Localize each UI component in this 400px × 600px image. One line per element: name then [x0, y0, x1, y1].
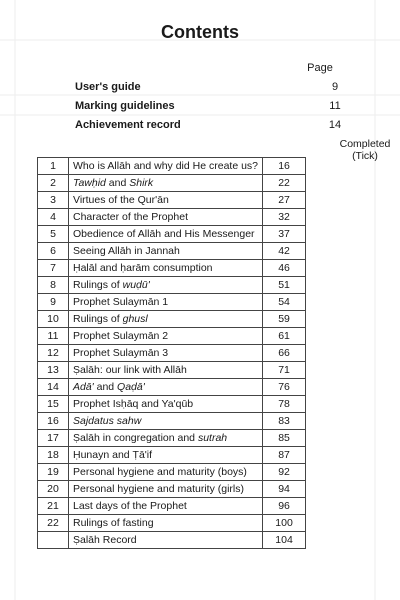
- table-row: [38, 345, 355, 362]
- table-row: [38, 294, 355, 311]
- lesson-title: Obedience of Allāh and His Messenger: [69, 226, 263, 243]
- lesson-number: 19: [38, 464, 69, 481]
- table-row: [38, 515, 355, 532]
- table-row: [38, 447, 355, 464]
- lesson-page: 71: [263, 362, 306, 379]
- completed-label: Completed: [339, 138, 391, 150]
- lesson-page: 22: [263, 175, 306, 192]
- lesson-title: Ḥalāl and ḥarām consumption: [69, 260, 263, 277]
- completed-tick-cell[interactable]: [306, 294, 355, 311]
- lesson-page: 76: [263, 379, 306, 396]
- table-row: [38, 481, 355, 498]
- lesson-page: 46: [263, 260, 306, 277]
- lesson-title: Ṣalāh: our link with Allāh: [69, 362, 263, 379]
- lesson-number: 17: [38, 430, 69, 447]
- lesson-title: Ṣalāh in congregation and sutrah: [69, 430, 263, 447]
- lessons-table: [37, 157, 354, 549]
- lesson-page: 96: [263, 498, 306, 515]
- lesson-title: Ḥunayn and Ṭā'if: [69, 447, 263, 464]
- front-matter-item: [75, 116, 355, 135]
- completed-tick-cell[interactable]: [306, 209, 355, 226]
- completed-tick-cell[interactable]: [306, 413, 355, 430]
- completed-tick-cell[interactable]: [306, 362, 355, 379]
- lesson-number: 1: [38, 158, 69, 175]
- lesson-title: Personal hygiene and maturity (boys): [69, 464, 263, 481]
- lesson-number: 6: [38, 243, 69, 260]
- lesson-title: Tawḥid and Shirk: [69, 175, 263, 192]
- lesson-number: [38, 532, 69, 549]
- lesson-number: 10: [38, 311, 69, 328]
- table-row: [38, 464, 355, 481]
- completed-tick-cell[interactable]: [306, 175, 355, 192]
- lesson-number: 21: [38, 498, 69, 515]
- table-row: [38, 175, 355, 192]
- table-row: [38, 311, 355, 328]
- completed-tick-cell[interactable]: [306, 498, 355, 515]
- lesson-page: 59: [263, 311, 306, 328]
- completed-tick-cell[interactable]: [306, 192, 355, 209]
- completed-tick-cell[interactable]: [306, 379, 355, 396]
- completed-tick-cell[interactable]: [306, 328, 355, 345]
- lesson-page: 85: [263, 430, 306, 447]
- lesson-title: Ṣalāh Record: [69, 532, 263, 549]
- lesson-title: Last days of the Prophet: [69, 498, 263, 515]
- lesson-number: 15: [38, 396, 69, 413]
- lesson-number: 3: [38, 192, 69, 209]
- lesson-title: Rulings of fasting: [69, 515, 263, 532]
- lesson-title: Rulings of wuḍū': [69, 277, 263, 294]
- completed-tick-cell[interactable]: [306, 481, 355, 498]
- completed-tick-cell[interactable]: [306, 243, 355, 260]
- front-matter-label: Marking guidelines: [75, 100, 175, 112]
- lesson-number: 8: [38, 277, 69, 294]
- lesson-title: Sajdatus sahw: [69, 413, 263, 430]
- tick-label: (Tick): [352, 150, 378, 162]
- lesson-title: Virtues of the Qur'ān: [69, 192, 263, 209]
- lesson-page: 42: [263, 243, 306, 260]
- table-row: [38, 243, 355, 260]
- lesson-number: 13: [38, 362, 69, 379]
- completed-tick-cell[interactable]: [306, 277, 355, 294]
- table-row: [38, 362, 355, 379]
- page-column-header: Page: [307, 62, 333, 74]
- table-row: [38, 192, 355, 209]
- front-matter-page: 14: [328, 119, 342, 131]
- front-matter-list: [75, 78, 355, 135]
- table-row: [38, 430, 355, 447]
- table-row: [38, 413, 355, 430]
- table-row: [38, 498, 355, 515]
- lesson-number: 4: [38, 209, 69, 226]
- table-row: [38, 260, 355, 277]
- lesson-title: Prophet Sulaymān 1: [69, 294, 263, 311]
- completed-tick-cell[interactable]: [306, 430, 355, 447]
- table-row: [38, 379, 355, 396]
- completed-tick-cell[interactable]: [306, 345, 355, 362]
- completed-tick-cell[interactable]: [306, 311, 355, 328]
- lesson-number: 9: [38, 294, 69, 311]
- lesson-page: 54: [263, 294, 306, 311]
- completed-tick-cell[interactable]: [306, 532, 355, 549]
- front-matter-label: Achievement record: [75, 119, 181, 131]
- lesson-page: 61: [263, 328, 306, 345]
- table-row: [38, 209, 355, 226]
- lesson-number: 11: [38, 328, 69, 345]
- front-matter-page: 9: [331, 81, 339, 93]
- table-row: [38, 277, 355, 294]
- lesson-page: 51: [263, 277, 306, 294]
- lesson-number: 18: [38, 447, 69, 464]
- lesson-page: 27: [263, 192, 306, 209]
- lesson-page: 100: [263, 515, 306, 532]
- table-row: [38, 532, 355, 549]
- lesson-page: 104: [263, 532, 306, 549]
- lesson-number: 16: [38, 413, 69, 430]
- completed-tick-cell[interactable]: [306, 515, 355, 532]
- lesson-page: 87: [263, 447, 306, 464]
- lesson-number: 7: [38, 260, 69, 277]
- completed-tick-cell[interactable]: [306, 158, 355, 175]
- lesson-number: 12: [38, 345, 69, 362]
- completed-tick-cell[interactable]: [306, 396, 355, 413]
- lesson-title: Personal hygiene and maturity (girls): [69, 481, 263, 498]
- lesson-title: Prophet Isḥāq and Ya'qūb: [69, 396, 263, 413]
- front-matter-label: User's guide: [75, 81, 141, 93]
- table-row: [38, 226, 355, 243]
- lesson-page: 94: [263, 481, 306, 498]
- table-row: [38, 396, 355, 413]
- completed-tick-cell[interactable]: [306, 447, 355, 464]
- front-matter-item: [75, 97, 355, 116]
- lesson-number: 22: [38, 515, 69, 532]
- lesson-title: Seeing Allāh in Jannah: [69, 243, 263, 260]
- completed-tick-cell[interactable]: [306, 226, 355, 243]
- lesson-page: 78: [263, 396, 306, 413]
- lesson-page: 66: [263, 345, 306, 362]
- lesson-number: 14: [38, 379, 69, 396]
- page-title: Contents: [161, 22, 239, 42]
- table-row: [38, 158, 355, 175]
- completed-tick-cell[interactable]: [306, 464, 355, 481]
- lesson-number: 5: [38, 226, 69, 243]
- lesson-title: Adā' and Qaḍā': [69, 379, 263, 396]
- lesson-page: 92: [263, 464, 306, 481]
- lesson-title: Who is Allāh and why did He create us?: [69, 158, 263, 175]
- lesson-page: 32: [263, 209, 306, 226]
- lesson-title: Rulings of ghusl: [69, 311, 263, 328]
- completed-tick-cell[interactable]: [306, 260, 355, 277]
- lesson-title: Prophet Sulaymān 2: [69, 328, 263, 345]
- lesson-title: Character of the Prophet: [69, 209, 263, 226]
- lesson-page: 16: [263, 158, 306, 175]
- table-row: [38, 328, 355, 345]
- lesson-page: 37: [263, 226, 306, 243]
- front-matter-page: 11: [329, 100, 341, 112]
- lesson-page: 83: [263, 413, 306, 430]
- lesson-number: 20: [38, 481, 69, 498]
- front-matter-item: [75, 78, 355, 97]
- lesson-title: Prophet Sulaymān 3: [69, 345, 263, 362]
- lesson-number: 2: [38, 175, 69, 192]
